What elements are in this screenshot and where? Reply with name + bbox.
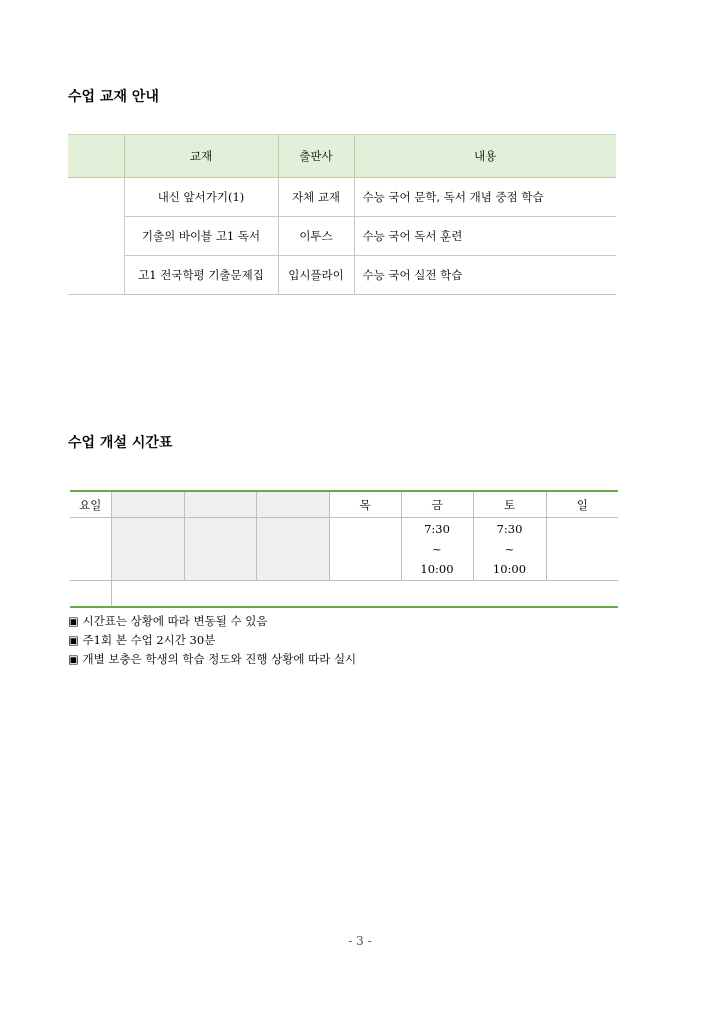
note-item: ▣ 개별 보충은 학생의 학습 정도와 진행 상황에 따라 실시 (68, 650, 356, 669)
day-header-thu: 목 (329, 491, 401, 518)
time-start: 7:30 (496, 522, 523, 536)
publisher-cell: 이투스 (278, 217, 354, 256)
book-cell: 기출의 바이블 고1 독서 (124, 217, 278, 256)
schedule-footer-row (70, 581, 618, 608)
book-cell: 내신 앞서가기(1) (124, 178, 278, 217)
time-start: 7:30 (424, 522, 450, 536)
textbook-section-title: 수업 교재 안내 (68, 89, 159, 105)
note-item: ▣ 시간표는 상황에 따라 변동될 수 있음 (68, 612, 356, 631)
time-cell-fri (401, 518, 473, 581)
time-label-cell (70, 518, 111, 581)
header-content: 내용 (354, 135, 616, 178)
day-label-cell: 요일 (70, 491, 111, 518)
header-book: 교재 (124, 135, 278, 178)
header-blank (68, 135, 124, 178)
table-row (68, 256, 616, 295)
time-cell-sat (473, 518, 546, 581)
table-row (68, 178, 616, 217)
table-row (68, 217, 616, 256)
content-cell: 수능 국어 독서 훈련 (354, 217, 616, 256)
time-cell (111, 518, 184, 581)
time-separator: ~ (432, 542, 442, 556)
day-header-cell (184, 491, 256, 518)
time-end: 10:00 (420, 562, 454, 576)
time-cell-thu (329, 518, 401, 581)
day-header-sat: 토 (473, 491, 546, 518)
day-header-sun: 일 (546, 491, 618, 518)
day-header-cell (256, 491, 329, 518)
time-cell (184, 518, 256, 581)
header-publisher: 출판사 (278, 135, 354, 178)
book-cell: 고1 전국학평 기출문제집 (124, 256, 278, 295)
textbook-table (68, 134, 616, 295)
content-cell: 수능 국어 문학, 독서 개념 중점 학습 (354, 178, 616, 217)
content-cell: 수능 국어 실전 학습 (354, 256, 616, 295)
textbook-table-header (68, 135, 616, 178)
footer-label-cell (70, 581, 111, 608)
publisher-cell: 자체 교재 (278, 178, 354, 217)
row-label-cell (68, 178, 124, 295)
schedule-section-title: 수업 개설 시간표 (68, 435, 173, 451)
time-separator: ~ (504, 542, 515, 556)
schedule-time-row (70, 518, 618, 581)
day-header-fri: 금 (401, 491, 473, 518)
time-end: 10:00 (492, 562, 527, 576)
time-cell-sun (546, 518, 618, 581)
day-header-cell (111, 491, 184, 518)
publisher-cell: 입시플라이 (278, 256, 354, 295)
schedule-notes (68, 612, 356, 669)
time-cell (256, 518, 329, 581)
footer-cell (111, 581, 618, 608)
schedule-header-row (70, 491, 618, 518)
schedule-table (70, 490, 618, 608)
note-item: ▣ 주1회 본 수업 2시간 30분 (68, 631, 356, 650)
page-number: - 3 - (348, 934, 372, 948)
